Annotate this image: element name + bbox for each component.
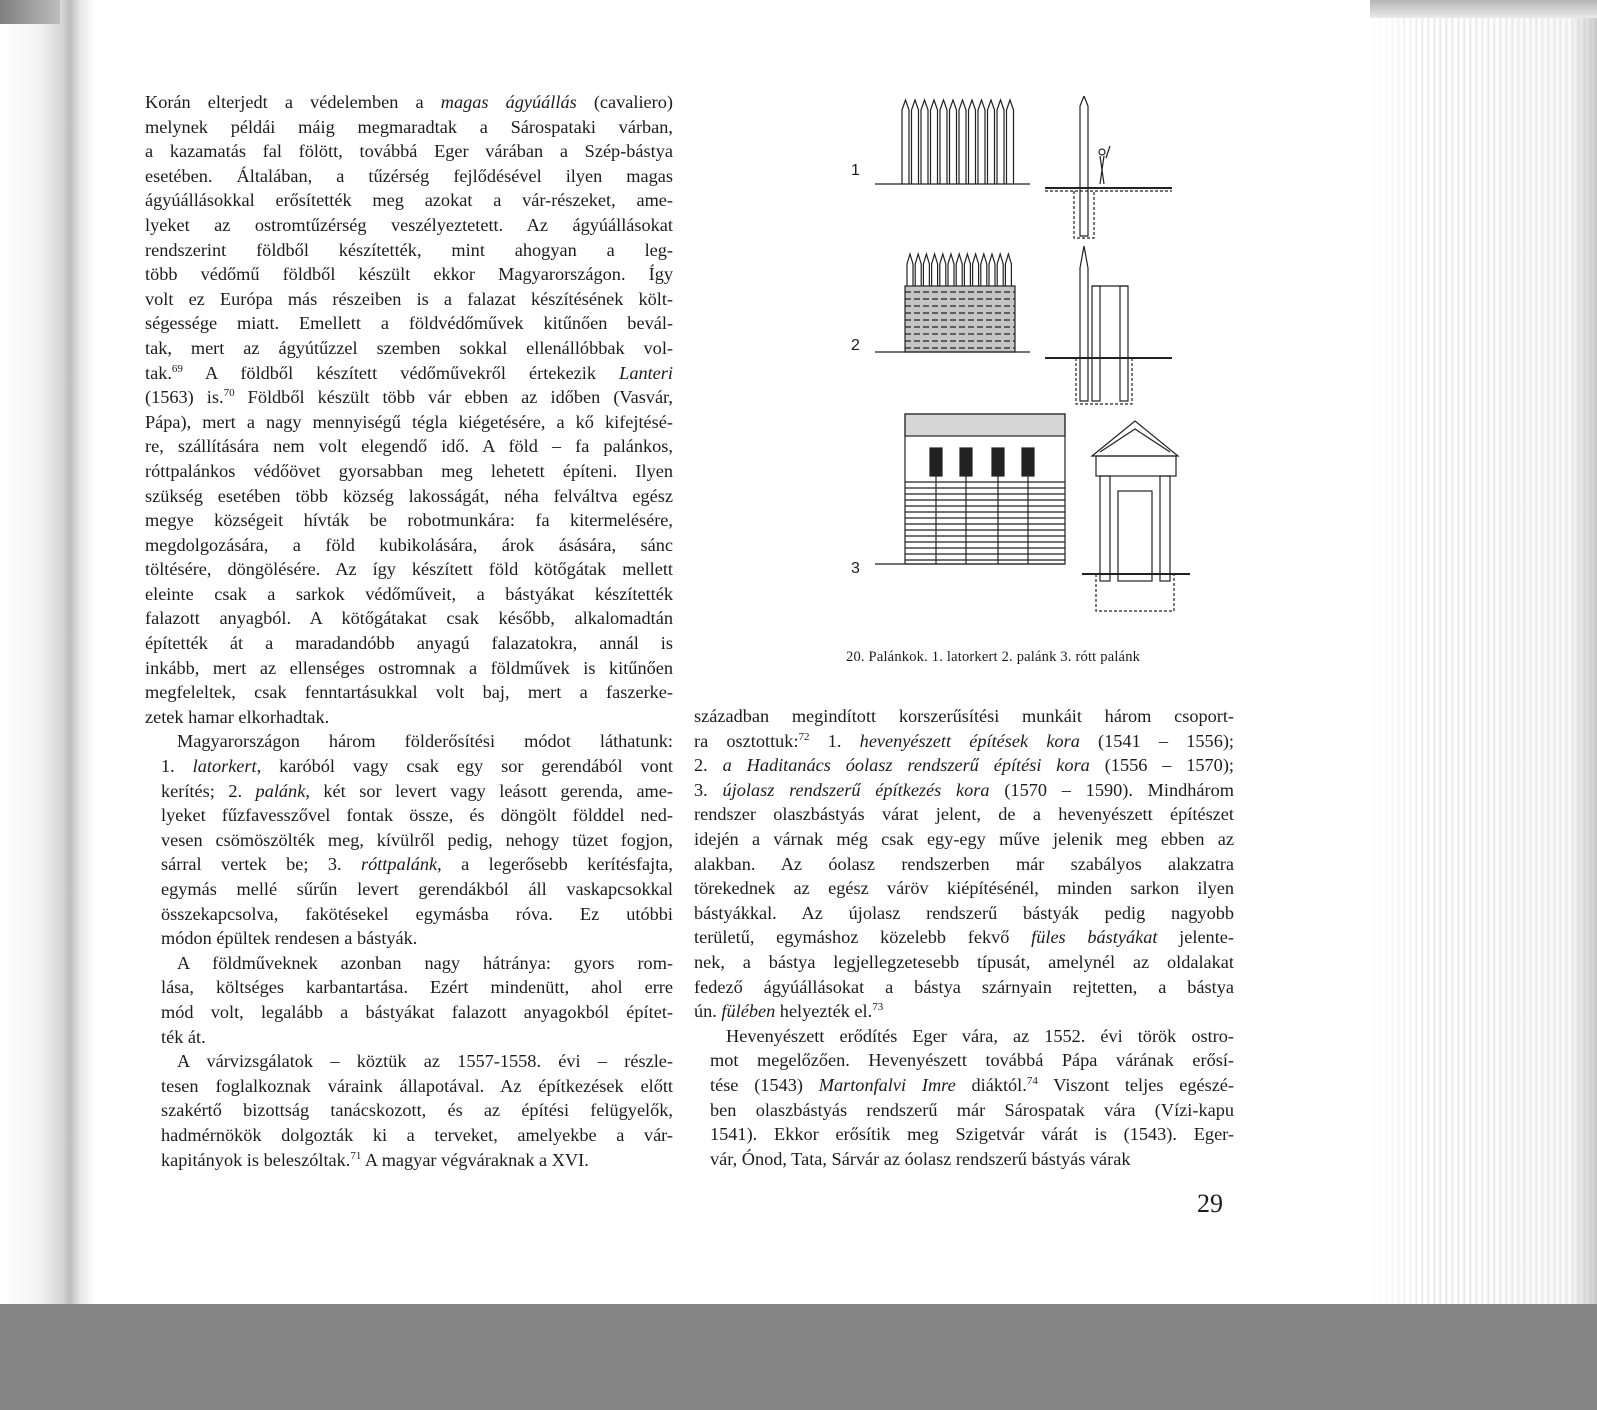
page-number: 29 [1197, 1189, 1223, 1218]
scan-corner [0, 0, 60, 24]
latorkert-elevation [875, 100, 1030, 184]
text-line: tesen foglalkoznak váraink állapotával. Az építkezések előtt [161, 1075, 673, 1096]
text-line: megfeleltek, csak fenntartásukkal volt baj, mert a faszerke- [145, 682, 673, 703]
text-line: sárral vertek be; 3. róttpalánk, a legerősebb kerítésfajta, [161, 854, 673, 875]
text-line: vesen csömöszölték meg, kívülről pedig, nehogy tüzet fogjon, [161, 829, 673, 850]
text-line: Pápa), mert a nagy mennyiségű tégla kiégetésére, a kő kifejtésé- [145, 411, 673, 432]
right-paragraph [694, 704, 1234, 1024]
text-line: mot megelőzően. Hevenyészett továbbá Pápa várának erősí- [710, 1050, 1234, 1071]
text-line: volt ez Európa más részeiben is a falazat készítésének költ- [145, 288, 673, 309]
text-line: A földműveknek azonban nagy hátránya: gyors rom- [177, 952, 673, 973]
text-line: esetében. Általában, a tűzérség fejlődésével ilyen magas [145, 165, 673, 186]
figure-label-3: 3 [851, 560, 860, 577]
text-line: megdolgozására, a föld kubikolására, árok ásására, sánc [145, 534, 673, 555]
text-line: zetek hamar elkorhadtak. [145, 706, 330, 727]
text-line: tak, mert az ágyútűzzel szemben sokkal ellenállóbbak vol- [145, 337, 673, 358]
palank-section [1045, 246, 1172, 404]
text-line: egymás mellé sűrűn levert gerendákból áll vaskapcsokkal [161, 879, 673, 899]
text-line: 1541). Ekkor erősítik meg Szigetvár várát is (1543). Eger- [710, 1124, 1234, 1145]
text-line: alakban. Az óolasz rendszerben már szabályos alakzatra [694, 853, 1234, 874]
palisade-illustration [860, 96, 1240, 636]
text-line: (1563) is.$^{70}$ Földből készült több vár ebben az időben (Vasvár, [145, 387, 673, 408]
text-line: tak.$^{69}$ A földből készített védőművekről értekezik Lanteri [145, 362, 673, 383]
left-text-column [145, 90, 673, 1172]
text-line: ún. fülében helyezték el.$^{73}$ [694, 1001, 884, 1022]
text-line: lyeket az ostromtűzérség veszélyeztetett. Az ágyúállásokat [145, 214, 673, 235]
text-line: Hevenyészett erődítés Eger vára, az 1552. évi török ostro- [726, 1025, 1234, 1046]
text-line: idején a várnak még csak egy-egy műve jelenik meg ebben az [694, 828, 1234, 849]
text-line: ségessége miatt. Emellett a földvédőművek kitűnően bevál- [145, 313, 673, 334]
left-paragraph [145, 729, 673, 950]
rott-palank-elevation [875, 414, 1065, 564]
rott-palank-section [1082, 421, 1190, 611]
text-line: ben olaszbástyás rendszerű már Sárospatak vára (Vízi-kapu [710, 1099, 1234, 1120]
text-line: fedező ágyúállásokat a bástya szárnyain rejtetten, a bástya [694, 976, 1234, 997]
text-line: rendszer olaszbástyás várat jelent, de a hevenyészett építészet [694, 804, 1234, 825]
text-line: megye községeit hívták be robotmunkára: fa kitermelésére, [145, 510, 673, 531]
text-line: 3. újolasz rendszerű építkezés kora (1570 – 1590). Mindhárom [694, 779, 1234, 800]
text-line: kerítés; 2. palánk, két sor levert vagy leásott gerenda, ame- [161, 780, 673, 801]
text-line: Korán elterjedt a védelemben a magas ágyúállás (cavaliero) [145, 92, 673, 112]
text-line: Magyarországon három földerősítési módot láthatunk: [177, 731, 673, 752]
text-line: mód volt, legalább a bástyákat falazott anyagokból építet- [161, 1001, 673, 1022]
text-line: 1. latorkert, karóból vagy csak egy sor gerendából vont [161, 756, 673, 777]
text-line: lyeket fűzfavesszővel fontak össze, és döngölt földdel ned- [161, 805, 673, 826]
figure-caption: 20. Palánkok. 1. latorkert 2. palánk 3. rótt palánk [846, 649, 1141, 665]
text-line: a kazamatás fal fölött, továbbá Eger várában a Szép-bástya [145, 141, 673, 162]
text-line: században megindított korszerűsítési munkáit három csoport- [694, 706, 1234, 726]
latorkert-section [1045, 96, 1172, 238]
text-line: lása, költséges karbantartása. Ezért mindenütt, ahol erre [161, 977, 673, 998]
left-paragraph [145, 1049, 673, 1172]
text-line: kapitányok is beleszóltak.$^{71}$ A magyar végváraknak a XVI. [161, 1149, 589, 1170]
text-line: eleinte csak a sarkok védőműveit, a bástyákat készítették [145, 583, 673, 604]
right-text-column [694, 704, 1234, 1171]
text-line: tése (1543) Martonfalvi Imre diáktól.$^{74}$ Viszont teljes egészé- [710, 1074, 1235, 1095]
palank-elevation [875, 254, 1030, 352]
text-line: 2. a Haditanács óolasz rendszerű építési kora (1556 – 1570); [694, 755, 1234, 776]
left-paragraph [145, 90, 673, 729]
text-line: bástyákkal. Az újolasz rendszerű bástyák pedig nagyobb [694, 902, 1234, 923]
scanner-background [0, 1304, 1597, 1410]
text-line: szükség esetében több község lakosságát, néha felváltva egész [145, 485, 673, 506]
text-line: területű, egymáshoz közelebb fekvő füles bástyákat jelente- [694, 927, 1234, 948]
text-line: több védőmű földből készült ekkor Magyarországon. Így [145, 264, 673, 285]
text-line: szakértő bizottság tanácskozott, és az építési felügyelők, [161, 1100, 673, 1121]
book-page-edges-top [1370, 0, 1597, 18]
text-line: melynek példái máig megmaradtak a Sárospataki várban, [145, 116, 673, 137]
book-gutter-shadow [0, 0, 95, 1304]
book-page-edges-shading [1370, 0, 1597, 1304]
text-line: róttpalánkos védőövet gyorsabban meg lehetett építeni. Ilyen [145, 460, 673, 481]
text-line: A várvizsgálatok – köztük az 1557-1558. évi – részle- [177, 1051, 673, 1072]
text-line: rendszerint földből készítették, mint ahogyan a leg- [145, 239, 673, 260]
text-line: ra osztottuk:$^{72}$ 1. hevenyészett építések kora (1541 – 1556); [694, 730, 1235, 751]
figure-label-1: 1 [851, 162, 860, 179]
text-line: re, szállítására nem volt elegendő idő. A föld – fa palánkos, [145, 436, 673, 457]
text-line: törekednek az egész váröv kiépítésénél, minden sarkon ilyen [694, 878, 1234, 899]
text-line: ték át. [161, 1026, 206, 1047]
left-paragraph [145, 951, 673, 1049]
text-line: hadmérnökök dolgozták ki a terveket, amelyekbe a vár- [161, 1124, 673, 1145]
text-line: nek, a bástya legjellegzetesebb típusát, amelynél az oldalakat [694, 951, 1234, 972]
text-line: vár, Ónod, Tata, Sárvár az óolasz rendszerű bástyás várak [710, 1148, 1131, 1169]
text-line: módon épültek rendesen a bástyák. [161, 928, 418, 949]
text-line: ágyúállásokkal erősítették meg azokat a vár-részeket, ame- [145, 190, 673, 211]
text-line: építették át a maradandóbb anyagú falazatokra, annál is [145, 633, 673, 654]
text-line: inkább, mert az ellenséges ostromnak a földművek is kitűnően [145, 657, 673, 678]
text-line: falazott anyagból. A kötőgátakat csak később, alkalomadtán [145, 608, 673, 629]
text-line: töltésére, döngölésére. Az így készített föld kötőgátak mellett [145, 559, 673, 580]
right-paragraph [694, 1024, 1234, 1172]
text-line: összekapcsolva, fakötésekel egymásba róva. Ez utóbbi [161, 903, 673, 924]
figure-label-2: 2 [851, 337, 860, 354]
